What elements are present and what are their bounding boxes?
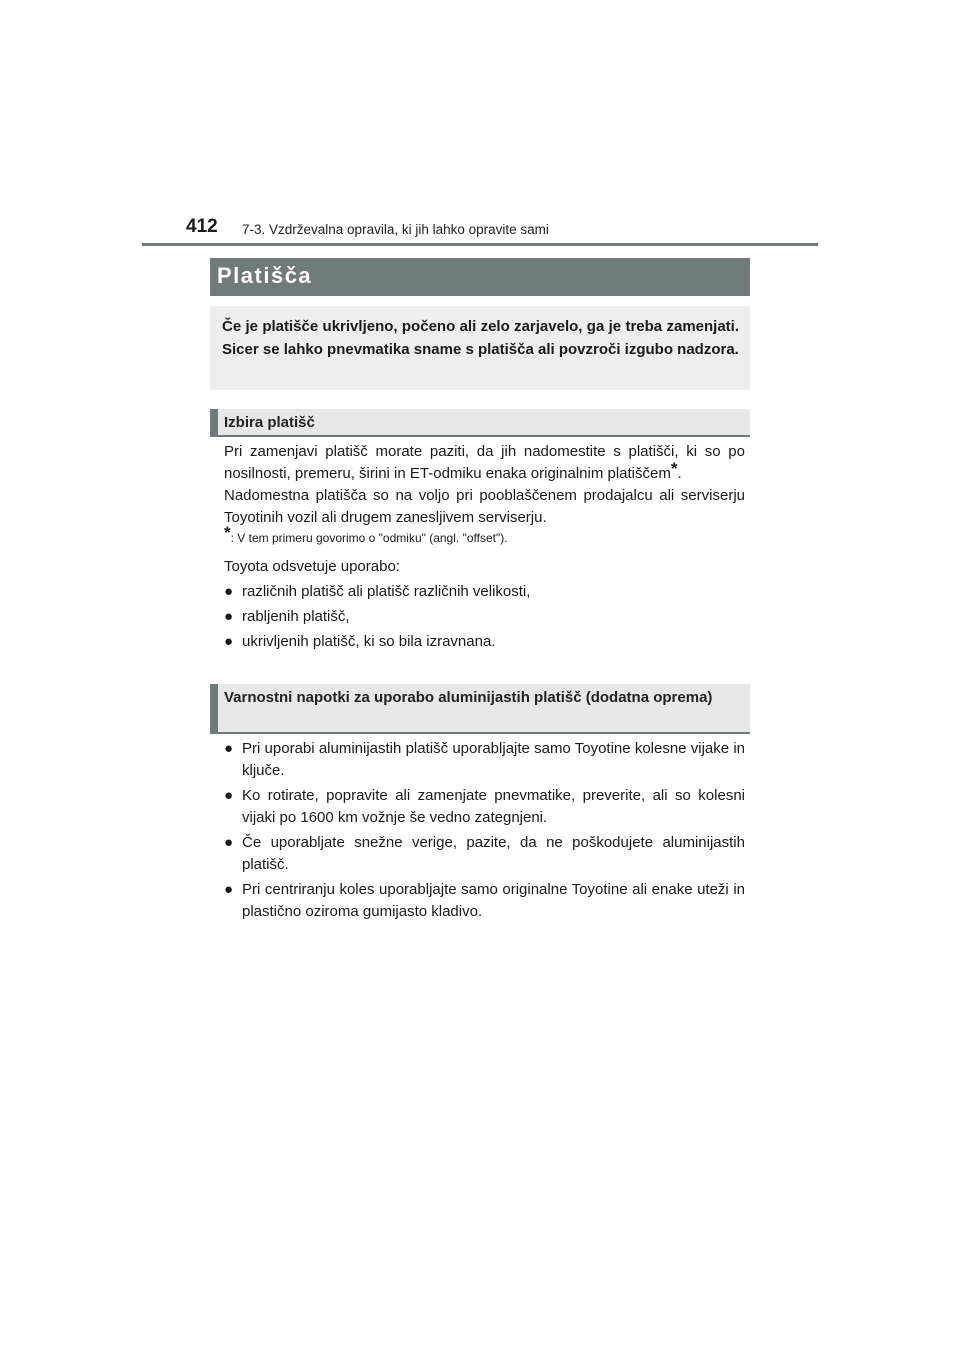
section-heading-aluminium-rims: Varnostni napotki za uporabo aluminijastih platišč (dodatna oprema) [210, 684, 750, 734]
list-item: ● Če uporabljate snežne verige, pazite, da ne poškodujete aluminijastih platišč. [224, 834, 745, 873]
section-heading-rim-selection: Izbira platišč [210, 409, 750, 437]
bullet-icon: ● [224, 881, 234, 898]
list-item: ● Pri centriranju koles uporabljajte samo originalne Toyotine ali enake uteži in plastično oziroma gumijasto kladivo. [224, 881, 745, 920]
paragraph: Toyota odsvetuje uporabo: [224, 558, 400, 575]
bullet-list [224, 581, 745, 653]
chapter-title: 7-3. Vzdrževalna opravila, ki jih lahko opravite sami [242, 222, 549, 237]
section-rim-selection-body [224, 441, 745, 656]
section-aluminium-rims-body [224, 738, 745, 926]
asterisk-marker: * [224, 523, 231, 542]
bullet-list [224, 738, 745, 923]
intro-box: Če je platišče ukrivljeno, počeno ali zelo zarjavelo, ga je treba zamenjati. Sicer se lahko pnevmatika sname s platišča ali povzroči izgubo nadzora. [210, 306, 750, 390]
page-number: 412 [186, 216, 218, 237]
bullet-icon: ● [224, 740, 234, 757]
bullet-icon: ● [224, 787, 234, 804]
list-item: ● Pri uporabi aluminijastih platišč uporabljajte samo Toyotine kolesne vijake in ključe. [224, 740, 745, 779]
list-item: ● rabljenih platišč, [224, 606, 745, 628]
paragraph: Nadomestna platišča so na voljo pri pooblaščenem prodajalcu ali serviserju Toyotinih vozil ali drugem zanesljivem serviserju. [224, 487, 745, 526]
bullet-icon: ● [224, 633, 234, 650]
paragraph: Pri zamenjavi platišč morate paziti, da jih nadomestite s platišči, ki so po nosilnosti, premeru, širini in ET-odmiku enaka originalnim platiščem*. [224, 443, 745, 482]
list-item: ● različnih platišč ali platišč različnih velikosti, [224, 581, 745, 603]
footnote: *: V tem primeru govorimo o "odmiku" (angl. "offset"). [224, 523, 508, 545]
asterisk-marker: * [670, 459, 678, 478]
list-item: ● Ko rotirate, popravite ali zamenjate pnevmatike, preverite, ali so kolesni vijaki po 1600 km vožnje še vedno zategnjeni. [224, 787, 745, 826]
bullet-icon: ● [224, 583, 234, 600]
bullet-icon: ● [224, 608, 234, 625]
bullet-icon: ● [224, 834, 234, 851]
list-item: ● ukrivljenih platišč, ki so bila izravnana. [224, 631, 745, 653]
header-divider [142, 243, 818, 246]
page-title: Platišča [210, 258, 750, 296]
